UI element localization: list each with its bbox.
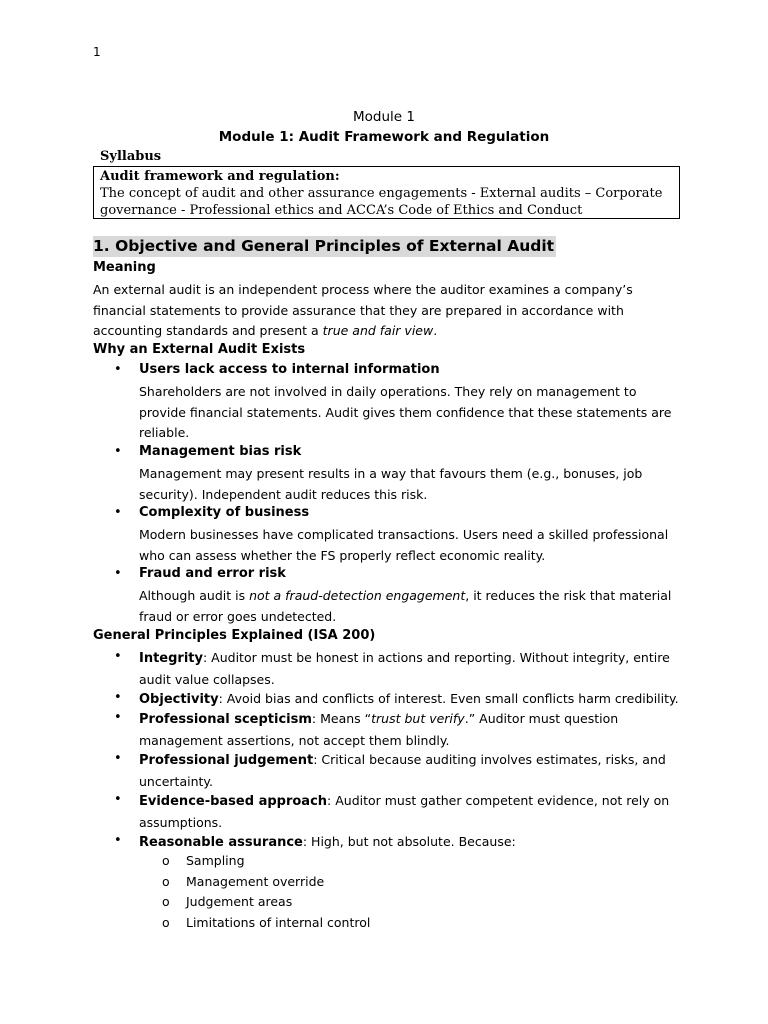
principle-term: Reasonable assurance xyxy=(139,835,303,850)
principle-text: uncertainty. xyxy=(139,773,213,789)
why-item-line: Shareholders are not involved in daily operations. They rely on management to xyxy=(139,384,637,399)
why-item-body xyxy=(139,464,679,505)
principle-item xyxy=(139,791,679,833)
principle-text: : Avoid bias and conflicts of interest. Even small conflicts harm credibility. xyxy=(218,691,679,706)
principle-text: audit value collapses. xyxy=(139,671,275,687)
module-label: Module 1 xyxy=(353,109,415,125)
meaning-paragraph xyxy=(93,280,653,342)
principle-text: : Auditor must gather competent evidence, not rely on xyxy=(327,793,670,808)
why-item-line: reliable. xyxy=(139,425,190,440)
syllabus-label: Syllabus xyxy=(100,149,162,164)
bullet-icon: • xyxy=(114,690,122,705)
why-item-title: Fraud and error risk xyxy=(139,566,286,581)
principle-text: : High, but not absolute. Because: xyxy=(302,834,516,849)
principle-item xyxy=(139,648,679,690)
bullet-icon: • xyxy=(114,710,122,725)
why-item-body xyxy=(139,525,679,566)
why-item-line: provide financial statements. Audit gives them confidence that these statements are xyxy=(139,404,672,420)
why-item-line xyxy=(139,586,679,607)
sub-item: Management override xyxy=(186,874,325,889)
bullet-icon: • xyxy=(114,792,122,807)
principle-term: Objectivity xyxy=(139,692,219,707)
meaning-line-1: An external audit is an independent process where the auditor examines a company’s xyxy=(93,282,633,297)
why-item-line: who can assess whether the FS properly reflect economic reality. xyxy=(139,547,546,563)
meaning-line-3-text: accounting standards and present a xyxy=(93,323,323,338)
sub-bullet-icon: o xyxy=(162,915,170,930)
sub-item: Sampling xyxy=(186,853,245,868)
why-heading: Why an External Audit Exists xyxy=(93,342,306,357)
principle-text: : Auditor must be honest in actions and reporting. Without integrity, entire xyxy=(202,650,670,665)
syllabus-box xyxy=(93,166,680,219)
sub-item: Judgement areas xyxy=(186,894,293,909)
principles-heading: General Principles Explained (ISA 200) xyxy=(93,628,376,643)
module-title: Module 1: Audit Framework and Regulation xyxy=(218,129,550,145)
meaning-line-3 xyxy=(93,321,653,342)
principle-text: : Critical because auditing involves estimates, risks, and xyxy=(313,752,666,767)
section-heading: 1. Objective and General Principles of External Audit xyxy=(93,237,555,255)
principle-term: Professional judgement xyxy=(139,753,314,768)
why-item-body xyxy=(139,382,679,444)
sub-item: Limitations of internal control xyxy=(186,915,371,930)
principle-text: assumptions. xyxy=(139,814,223,830)
syllabus-box-line-1: The concept of audit and other assurance engagements - External audits – Corporate xyxy=(100,186,663,201)
meaning-heading: Meaning xyxy=(93,260,156,275)
bullet-icon: • xyxy=(114,566,122,581)
meaning-line-2: financial statements to provide assurance that they are prepared in accordance with xyxy=(93,302,624,318)
why-item-line: Management may present results in a way that favours them (e.g., bonuses, job xyxy=(139,466,643,481)
principle-term: Integrity xyxy=(139,651,203,666)
principle-item xyxy=(139,709,679,751)
principle-item xyxy=(139,750,679,792)
bullet-icon: • xyxy=(114,751,122,766)
sub-bullet-icon: o xyxy=(162,853,170,868)
why-item-title: Users lack access to internal information xyxy=(139,362,440,377)
syllabus-box-line-2: governance - Professional ethics and ACCA’s Code of Ethics and Conduct xyxy=(100,203,583,218)
bullet-icon: • xyxy=(114,505,122,520)
sub-bullet-icon: o xyxy=(162,894,170,909)
why-item-line: security). Independent audit reduces this risk. xyxy=(139,486,428,502)
principle-text: management assertions, not accept them blindly. xyxy=(139,732,450,748)
why-item-text: , it reduces the risk that material xyxy=(465,588,672,603)
bullet-icon: • xyxy=(114,444,122,459)
why-item-body xyxy=(139,586,679,627)
meaning-period: . xyxy=(433,323,438,338)
meaning-emphasis: true and fair view xyxy=(322,323,434,338)
why-item-title: Complexity of business xyxy=(139,505,310,520)
page-number: 1 xyxy=(93,45,101,59)
principle-item xyxy=(139,689,679,711)
why-item-text: Although audit is xyxy=(139,588,250,603)
principle-text: .” Auditor must question xyxy=(464,711,619,726)
why-item-line: Modern businesses have complicated transactions. Users need a skilled professional xyxy=(139,527,669,542)
bullet-icon: • xyxy=(114,833,122,848)
principle-term: Evidence-based approach xyxy=(139,794,328,809)
why-item-line: fraud or error goes undetected. xyxy=(139,608,337,624)
principle-term: Professional scepticism xyxy=(139,712,312,727)
bullet-icon: • xyxy=(114,362,122,377)
bullet-icon: • xyxy=(114,649,122,664)
why-item-emphasis: not a fraud-detection engagement xyxy=(249,588,466,603)
syllabus-box-title: Audit framework and regulation: xyxy=(100,169,340,184)
principle-text: : Means “ xyxy=(311,711,372,726)
why-item-title: Management bias risk xyxy=(139,444,302,459)
principle-emphasis: trust but verify xyxy=(371,711,465,726)
sub-bullet-icon: o xyxy=(162,874,170,889)
